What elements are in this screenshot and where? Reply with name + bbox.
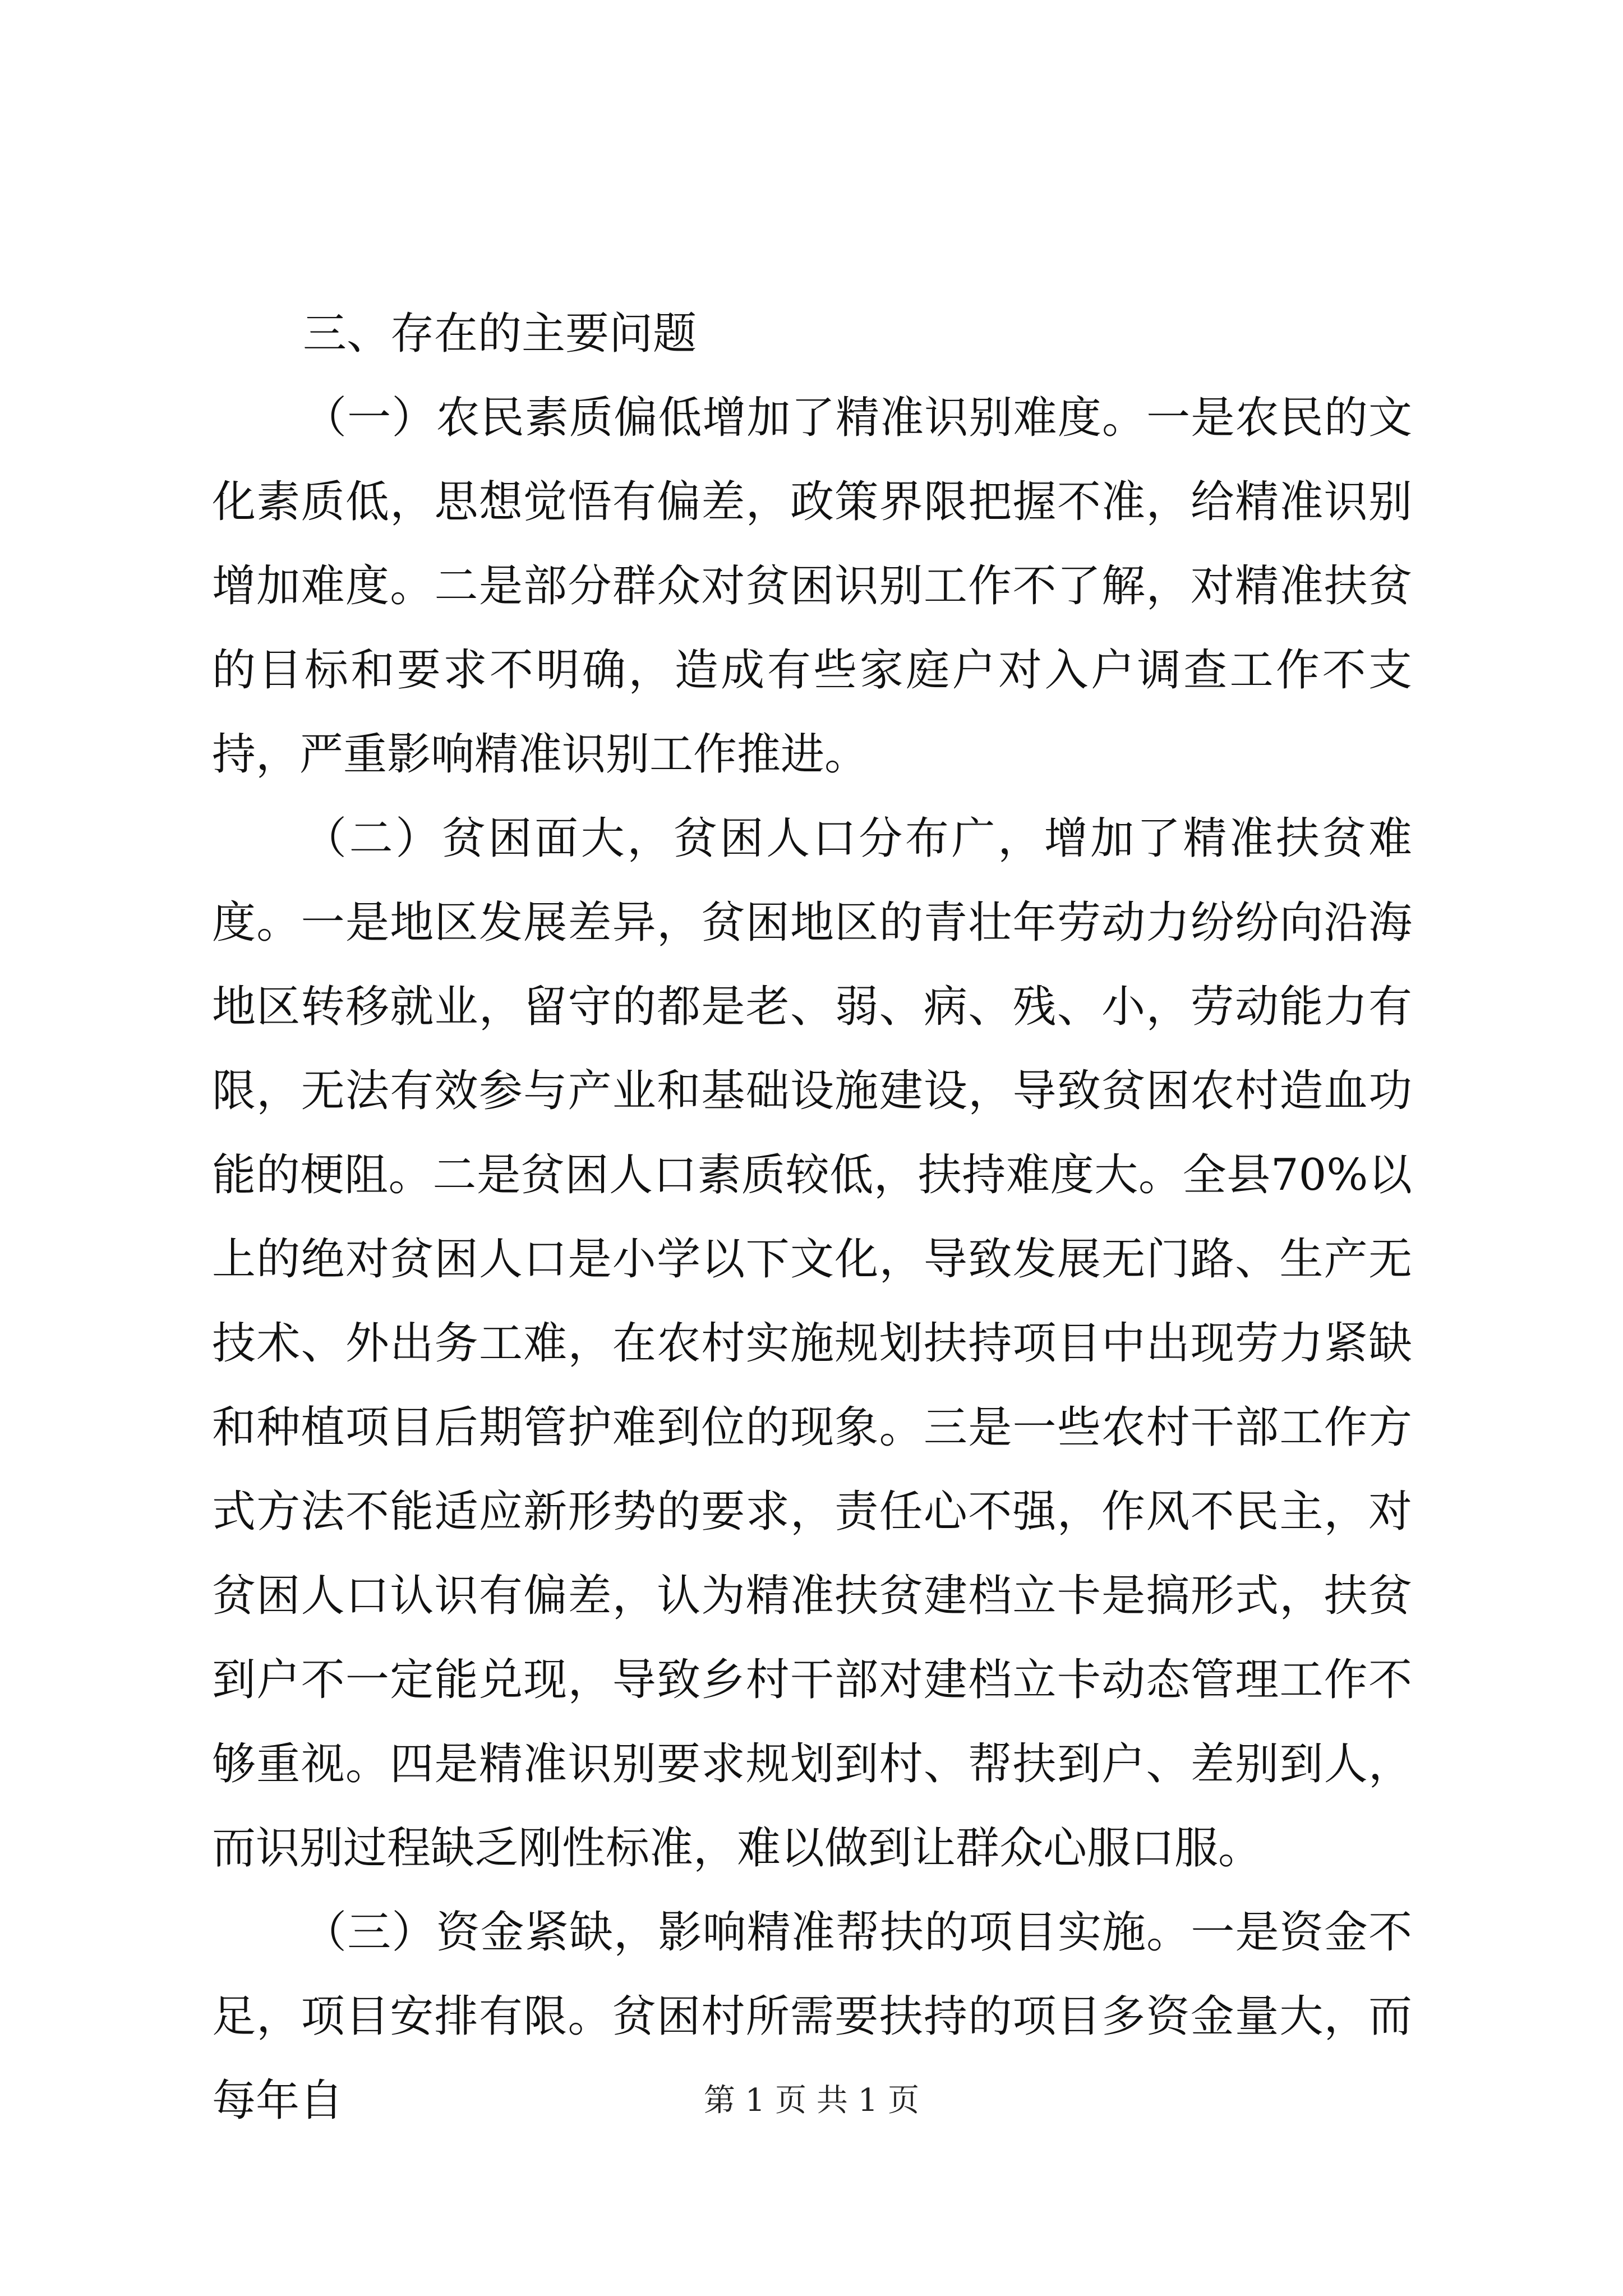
paragraph-2: （二）贫困面大，贫困人口分布广，增加了精准扶贫难度。一是地区发展差异，贫困地区的青壮年劳动力纷纷向沿海地区转移就业，留守的都是老、弱、病、残、小，劳动能力有限，无法有效参与产业和基础设施建设，导致贫困农村造血功能的梗阻。二是贫困人口素质较低，扶持难度大。全县70%以上的绝对贫困人口是小学以下文化，导致发展无门路、生产无技术、外出务工难，在农村实施规划扶持项目中出现劳力紧缺和种植项目后期管护难到位的现象。三是一些农村干部工作方式方法不能适应新形势的要求，责任心不强，作风不民主，对贫困人口认识有偏差，认为精准扶贫建档立卡是搞形式，扶贫到户不一定能兑现，导致乡村干部对建档立卡动态管理工作不够重视。四是精准识别要求规划到村、帮扶到户、差别到人，而识别过程缺乏刚性标准，难以做到让群众心服口服。 bbox=[212, 813, 1412, 1874]
document-body bbox=[212, 292, 1412, 2143]
paragraph-1: （一）农民素质偏低增加了精准识别难度。一是农民的文化素质低，思想觉悟有偏差，政策界限把握不准，给精准识别增加难度。二是部分群众对贫困识别工作不了解，对精准扶贫的目标和要求不明确，造成有些家庭户对入户调查工作不支持，严重影响精准识别工作推进。 bbox=[212, 393, 1412, 780]
paragraph-3: （三）资金紧缺，影响精准帮扶的项目实施。一是资金不足，项目安排有限。贫困村所需要扶持的项目多资金量大，而每年自 bbox=[212, 1907, 1412, 2126]
section-heading: 三、存在的主要问题 bbox=[303, 309, 697, 359]
page-footer: 第 1 页 共 1 页 bbox=[703, 2082, 920, 2119]
